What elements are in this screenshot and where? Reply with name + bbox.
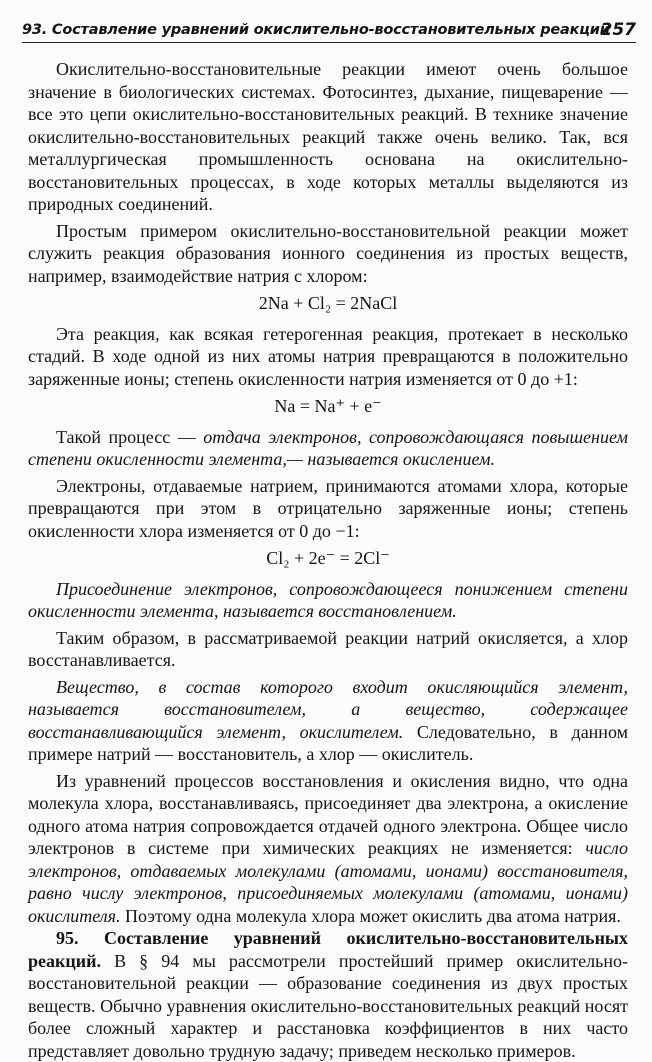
paragraph-biological-role: Окислительно-восстановительные реакции имеют очень большое значение в биологических системах. Фотосинтез, дыхание, пищеварение — все это цепи окислительно-восстановительных реакций. В технике значение окислительно-восстановительных реакций также очень велико. Так, вся металлургическая промышленность основана на окислительно-восстановительных процессах, в ходе которых металлы выделяются из природных соединений. [28, 59, 628, 214]
page-number: 257 [600, 20, 636, 40]
equation-sodium-ion: Na = Na⁺ + e⁻ [274, 396, 382, 416]
section-95 [28, 927, 628, 1062]
reducer-oxidizer-example: Следовательно, в данном примере натрий — восстановитель, а хлор — окислитель. [28, 721, 628, 764]
reducer-oxidizer-definition: Вещество, в состав которого входит окисляющийся элемент, называется восстановителем, а вещество, содержащее восстанавливающийся элемент, окислителем. [28, 676, 628, 742]
body-text [28, 58, 628, 1062]
header-rule [22, 42, 636, 43]
paragraph-simple-example: Простым примером окислительно-восстановительной реакции может служить реакция образования ионного соединения из простых веществ, например, взаимодействие натрия с хлором: [28, 220, 628, 286]
section-text: В § 94 мы рассмотрели простейший пример окислительно-восстановительной реакции — образование соединения из двух простых веществ. Обычно уравнения окислительно-восстановительных реакций носят более сложный характер и расстановка коэффициентов в них часто представляет довольно трудную задачу; приведем несколько примеров. [28, 950, 628, 1061]
oxidation-definition: отдача электронов, сопровождающаяся повышением степени окисленности элемента,— называется окислением. [28, 426, 628, 469]
paragraph-oxidation-definition [28, 426, 628, 471]
paragraph-conclusion: Таким образом, в рассматриваемой реакции натрий окисляется, а хлор восстанавливается. [28, 627, 628, 670]
section-heading: 95. Составление уравнений окислительно-восстановительных реакций. [28, 928, 628, 971]
oxidation-lead: Такой процесс — [56, 426, 204, 447]
equation-chloride-ion: Cl₂ + 2e⁻ = 2Cl⁻ [266, 548, 390, 568]
reduction-definition: Присоединение электронов, сопровождающееся понижением степени окисленности элемента, называется восстановлением. [28, 578, 628, 621]
paragraph-sodium-oxidation: Эта реакция, как всякая гетерогенная реакция, протекает в несколько стадий. В ходе одной из них атомы натрия превращаются в положительно заряженные ионы; степень окисленности натрия изменяется от 0 до +1: [28, 323, 628, 389]
running-title: 93. Составление уравнений окислительно-восстановительных реакций [22, 22, 610, 38]
paragraph-chlorine-reduction: Электроны, отдаваемые натрием, принимаются атомами хлора, которые превращаются при этом в отрицательно заряженные ионы; степень окисленности хлора изменяется от 0 до −1: [28, 475, 628, 541]
paragraph-electron-balance [28, 770, 628, 928]
electron-balance-tail: Поэтому одна молекула хлора может окислить два атома натрия. [120, 905, 621, 926]
electron-balance-rule: число электронов, отдаваемых молекулами (атомами, ионами) восстановителя, равно числу электронов, присоединяемых молекулами (атомами, ионами) окислителя. [28, 838, 628, 926]
equation-sodium-chlorine: 2Na + Cl₂ = 2NaCl [258, 293, 398, 313]
electron-balance-lead: Из уравнений процессов восстановления и окисления видно, что одна молекула хлора, восстанавливаясь, присоединяет два электрона, а окисление одного атома натрия сопровождается отдачей одного электрона. Общее число электронов в системе при химических реакциях не изменяется: [28, 770, 628, 858]
running-header [22, 8, 636, 48]
paragraph-reducer-oxidizer [28, 676, 628, 766]
paragraph-reduction-definition [28, 578, 628, 623]
